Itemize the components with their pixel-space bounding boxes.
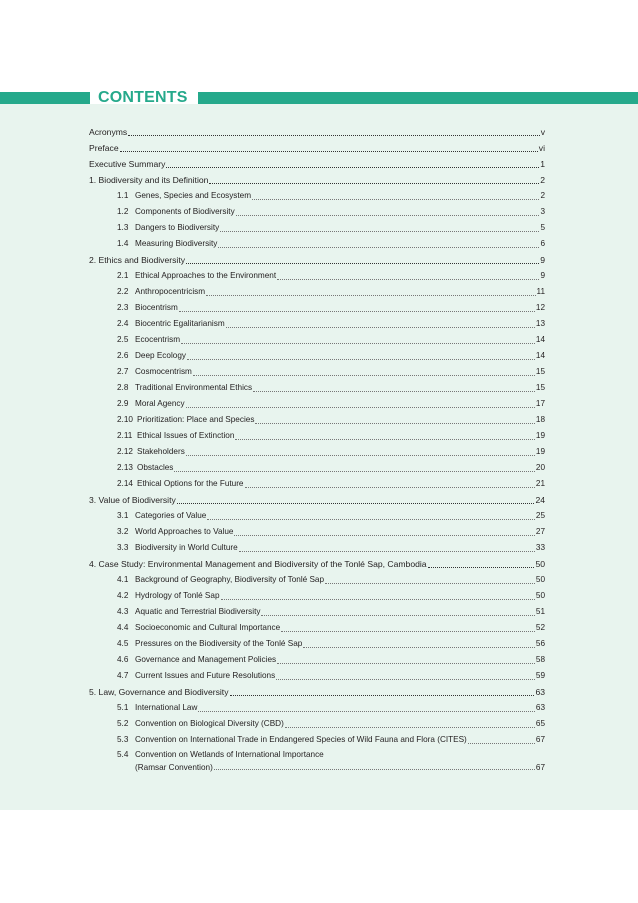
leader-dots [277, 271, 539, 280]
toc-entry-page: 51 [535, 607, 545, 616]
toc-entry-label: Ecocentrism [135, 335, 181, 344]
toc-entry[interactable] [89, 572, 545, 588]
leader-dots [281, 623, 535, 632]
toc-entry[interactable] [89, 684, 545, 700]
toc-entry-page: 2 [540, 175, 545, 185]
toc-entry-number: 1.2 [117, 207, 129, 216]
toc-entry-page: 9 [540, 271, 545, 280]
leader-dots [206, 287, 535, 296]
toc-entry-page: 5 [540, 223, 545, 232]
toc-entry-number: 2.11 [117, 431, 133, 440]
toc-entry-number: 2.7 [117, 367, 129, 376]
toc-entry[interactable] [89, 252, 545, 268]
leader-dots [221, 591, 535, 600]
leader-dots [181, 335, 535, 344]
toc-entry-page: 19 [535, 447, 545, 456]
toc-entry-page: 14 [535, 351, 545, 360]
toc-entry-page: 3 [540, 207, 545, 216]
page-title: CONTENTS [98, 89, 188, 106]
toc-entry-page: 21 [535, 479, 545, 488]
toc-entry[interactable] [89, 268, 545, 284]
toc-entry[interactable] [89, 444, 545, 460]
toc-entry-number: 4.5 [117, 639, 129, 648]
toc-entry-page: vi [538, 143, 545, 153]
header-bar-right [198, 92, 638, 104]
toc-entry[interactable] [89, 604, 545, 620]
toc-entry-number: 3.2 [117, 527, 129, 536]
toc-entry-label: Stakeholders [137, 447, 185, 456]
leader-dots [239, 543, 535, 552]
toc-entry-number: 2.4 [117, 319, 129, 328]
toc-entry-label: 5. Law, Governance and Biodiversity [89, 687, 229, 697]
toc-entry[interactable] [89, 748, 545, 774]
toc-entry[interactable] [89, 124, 545, 140]
toc-entry-label: World Approaches to Value [135, 527, 234, 536]
leader-dots [177, 495, 535, 504]
toc-entry-page: 63 [535, 703, 545, 712]
toc-entry-number: 5.3 [117, 735, 129, 744]
toc-entry-label: Genes, Species and Ecosystem [135, 191, 252, 200]
toc-entry[interactable] [89, 492, 545, 508]
toc-entry-page: 52 [535, 623, 545, 632]
toc-entry-number: 4.2 [117, 591, 129, 600]
toc-entry-label: Cosmocentrism [135, 367, 192, 376]
leader-dots [252, 191, 539, 200]
toc-entry[interactable] [89, 284, 545, 300]
header-bar-left [0, 92, 90, 104]
toc-entry[interactable] [89, 524, 545, 540]
toc-entry-label: 3. Value of Biodiversity [89, 495, 176, 505]
leader-dots [179, 303, 535, 312]
toc-entry-number: 2.3 [117, 303, 129, 312]
toc-entry-page: 17 [535, 399, 545, 408]
toc-entry-page: v [540, 127, 545, 137]
toc-entry-label: Ethical Issues of Extinction [137, 431, 235, 440]
toc-entry-page: 25 [535, 511, 545, 520]
toc-entry-page: 50 [535, 559, 545, 569]
toc-entry-label-continued: (Ramsar Convention) [135, 763, 213, 772]
toc-entry-label: Prioritization: Place and Species [137, 415, 255, 424]
leader-dots [245, 479, 535, 488]
toc-entry-page: 9 [540, 255, 545, 265]
toc-entry-line1 [117, 748, 545, 761]
toc-entry-label: International Law [135, 703, 198, 712]
toc-entry-page: 19 [535, 431, 545, 440]
toc-entry[interactable] [89, 396, 545, 412]
leader-dots [186, 399, 535, 408]
toc-entry-label: Anthropocentricism [135, 287, 206, 296]
toc-entry-page: 56 [535, 639, 545, 648]
leader-dots [166, 159, 539, 168]
toc-entry[interactable] [89, 332, 545, 348]
leader-dots [198, 703, 535, 712]
toc-entry-number: 2.1 [117, 271, 129, 280]
toc-entry-page: 1 [540, 159, 545, 169]
leader-dots [325, 575, 535, 584]
leader-dots [236, 207, 540, 216]
toc-entry-number: 2.10 [117, 415, 133, 424]
toc-entry-label: Background of Geography, Biodiversity of Tonlé Sap [135, 575, 325, 584]
toc-entry-page: 15 [535, 367, 545, 376]
toc-entry-page: 63 [535, 687, 545, 697]
toc-entry-label: Executive Summary [89, 159, 166, 169]
toc-entry[interactable] [89, 348, 545, 364]
toc-entry-number: 4.3 [117, 607, 129, 616]
leader-dots [276, 671, 535, 680]
toc-entry-label: Socioeconomic and Cultural Importance [135, 623, 281, 632]
toc-entry-page: 27 [535, 527, 545, 536]
toc-entry[interactable] [89, 460, 545, 476]
toc-entry[interactable] [89, 668, 545, 684]
toc-entry[interactable] [89, 188, 545, 204]
toc-entry-number: 3.1 [117, 511, 129, 520]
toc-entry-page: 50 [535, 591, 545, 600]
leader-dots [226, 319, 535, 328]
toc-entry-number: 2.12 [117, 447, 133, 456]
leader-dots [468, 735, 535, 744]
toc-entry[interactable] [89, 540, 545, 556]
toc-entry-line2 [117, 761, 545, 774]
toc-entry-number: 2.14 [117, 479, 133, 488]
toc-entry-label: Biodiversity in World Culture [135, 543, 238, 552]
leader-dots [230, 687, 535, 696]
toc-entry-page: 24 [535, 495, 545, 505]
leader-dots [209, 175, 539, 184]
leader-dots [193, 367, 535, 376]
toc-entry-page: 50 [535, 575, 545, 584]
toc-entry-page: 15 [535, 383, 545, 392]
toc-entry-label: Hydrology of Tonlé Sap [135, 591, 220, 600]
toc-entry-number: 1.1 [117, 191, 129, 200]
toc-entry-number: 1.3 [117, 223, 129, 232]
toc-entry-label: Convention on Biological Diversity (CBD) [135, 719, 284, 728]
toc-entry-label: Deep Ecology [135, 351, 186, 360]
toc-entry-number: 4.1 [117, 575, 129, 584]
toc-entry-page: 18 [535, 415, 545, 424]
toc-entry-page: 13 [535, 319, 545, 328]
toc-entry[interactable] [89, 412, 545, 428]
leader-dots [214, 761, 535, 770]
toc-entry-number: 2.6 [117, 351, 129, 360]
leader-dots [186, 255, 539, 264]
toc-entry-page: 67 [535, 763, 545, 772]
toc-entry-number: 2.2 [117, 287, 129, 296]
toc-entry-number: 5.1 [117, 703, 129, 712]
toc-entry-label: Biocentrism [135, 303, 178, 312]
leader-dots [186, 447, 535, 456]
toc-entry-label: Traditional Environmental Ethics [135, 383, 253, 392]
toc-entry-label: Preface [89, 143, 119, 153]
toc-entry-number: 1.4 [117, 239, 129, 248]
leader-dots [218, 239, 539, 248]
leader-dots [255, 415, 534, 424]
toc-entry-page: 67 [535, 735, 545, 744]
toc-entry-label: Current Issues and Future Resolutions [135, 671, 276, 680]
toc-entry-label: Acronyms [89, 127, 128, 137]
toc-entry-page: 11 [536, 287, 545, 296]
leader-dots [174, 463, 534, 472]
toc-entry-number: 2.9 [117, 399, 129, 408]
leader-dots [234, 527, 534, 536]
toc-entry-number: 3.3 [117, 543, 129, 552]
toc-entry-number: 2.8 [117, 383, 129, 392]
toc-entry-page: 14 [535, 335, 545, 344]
toc-entry-number: 4.4 [117, 623, 129, 632]
leader-dots [253, 383, 535, 392]
leader-dots [120, 143, 538, 152]
leader-dots [303, 639, 535, 648]
toc-entry[interactable] [89, 140, 545, 156]
toc-entry[interactable] [89, 236, 545, 252]
toc-entry-page: 33 [535, 543, 545, 552]
toc-entry-label: Ethical Options for the Future [137, 479, 244, 488]
toc-entry[interactable] [89, 508, 545, 524]
toc-entry-page: 6 [540, 239, 545, 248]
toc-entry-page: 65 [535, 719, 545, 728]
toc-entry-number: 2.5 [117, 335, 129, 344]
toc-entry[interactable] [89, 476, 545, 492]
toc-entry-label: Convention on International Trade in Endangered Species of Wild Fauna and Flora (CITES) [135, 735, 467, 744]
toc-entry-number: 2.13 [117, 463, 133, 472]
leader-dots [235, 431, 535, 440]
toc-entry-label: Dangers to Biodiversity [135, 223, 220, 232]
toc-entry-label: 4. Case Study: Environmental Management and Biodiversity of the Tonlé Sap, Cambodia [89, 559, 427, 569]
leader-dots [277, 655, 535, 664]
toc-entry[interactable] [89, 700, 545, 716]
toc-entry-label: 2. Ethics and Biodiversity [89, 255, 186, 265]
toc-entry-page: 12 [535, 303, 545, 312]
toc-entry-label: 1. Biodiversity and its Definition [89, 175, 209, 185]
toc-entry[interactable] [89, 220, 545, 236]
toc-entry-number: 4.7 [117, 671, 129, 680]
toc-entry[interactable] [89, 300, 545, 316]
toc-entry-page: 59 [535, 671, 545, 680]
toc-entry[interactable] [89, 620, 545, 636]
toc-entry[interactable] [89, 556, 545, 572]
toc-entry[interactable] [89, 316, 545, 332]
toc-entry[interactable] [89, 364, 545, 380]
toc-entry-label: Governance and Management Policies [135, 655, 277, 664]
toc-entry-label: Aquatic and Terrestrial Biodiversity [135, 607, 261, 616]
leader-dots [187, 351, 535, 360]
toc-entry[interactable] [89, 716, 545, 732]
toc-entry-label: Pressures on the Biodiversity of the Tonlé Sap [135, 639, 303, 648]
leader-dots [207, 511, 535, 520]
toc-entry-page: 2 [540, 191, 545, 200]
toc-entry[interactable] [89, 588, 545, 604]
toc-entry-label: Obstacles [137, 463, 174, 472]
toc-entry-page: 58 [535, 655, 545, 664]
toc-entry-label: Moral Agency [135, 399, 185, 408]
toc-entry-label: Biocentric Egalitarianism [135, 319, 225, 328]
toc-entry-number: 5.2 [117, 719, 129, 728]
toc-entry-label: Convention on Wetlands of International Importance [135, 750, 324, 759]
toc-entry[interactable] [89, 652, 545, 668]
toc-entry[interactable] [89, 156, 545, 172]
toc-entry[interactable] [89, 636, 545, 652]
leader-dots [261, 607, 534, 616]
toc-entry-label: Categories of Value [135, 511, 207, 520]
toc-entry[interactable] [89, 172, 545, 188]
toc-entry-label: Ethical Approaches to the Environment [135, 271, 277, 280]
toc-entry-number: 4.6 [117, 655, 129, 664]
toc-entry-label: Components of Biodiversity [135, 207, 235, 216]
leader-dots [128, 127, 540, 136]
leader-dots [285, 719, 535, 728]
toc-entry-page: 20 [535, 463, 545, 472]
toc-entry[interactable] [89, 204, 545, 220]
table-of-contents [89, 124, 545, 774]
toc-entry-label: Measuring Biodiversity [135, 239, 218, 248]
leader-dots [428, 559, 535, 568]
toc-entry[interactable] [89, 428, 545, 444]
leader-dots [220, 223, 539, 232]
toc-entry[interactable] [89, 732, 545, 748]
toc-entry[interactable] [89, 380, 545, 396]
toc-entry-number: 5.4 [117, 750, 129, 759]
